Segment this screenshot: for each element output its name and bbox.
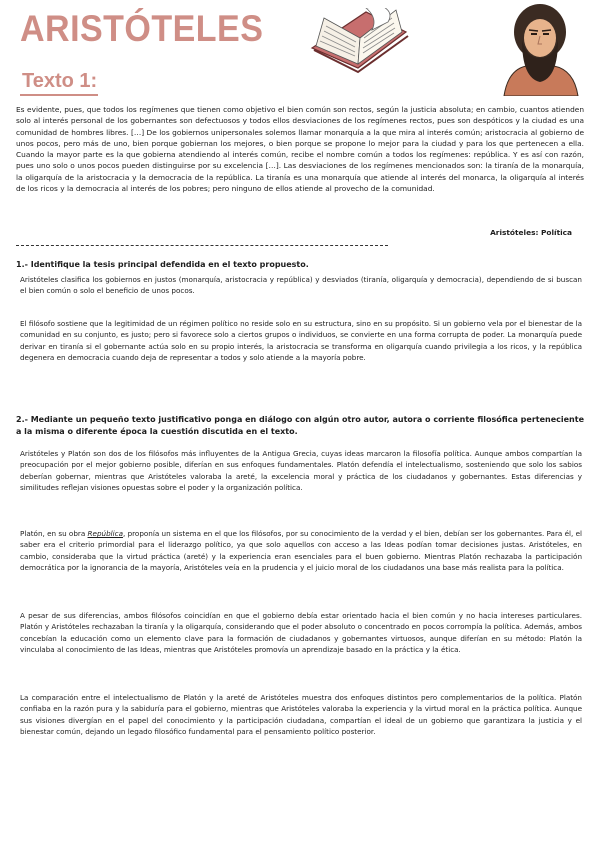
dashed-divider (16, 245, 388, 246)
question2-answer-paragraph-1: Aristóteles y Platón son dos de los filósofos más influyentes de la Antigua Grecia, cuyas ideas marcaron la filosofía política. Aunque ambos compartían la preocupación por el mejor gobierno posible, diferían en sus enfoques fundamentales. Platón defendía el intelectualismo, sosteniendo que solo los sabios deberían gobernar, mientras que Aristóteles valoraba la areté, la excelencia moral y práctica de los ciudadanos y gobernantes. Estas diferencias y similitudes reflejan visiones opuestas sobre el poder y la organización política. (20, 449, 582, 493)
paragraph-rest: , proponía un sistema en el que los filósofos, por su conocimiento de la verdad y el bien, debían ser los gobernantes. Para él, el saber era el criterio primordial para el liderazgo político, ya que solo aquellos con acceso a las Ideas podían tomar decisiones justas. Aristóteles, en cambio, consideraba que la virtud práctica (areté) y la experiencia eran esenciales para el buen gobierno. Mientras Platón rechazaba la participación democrática por la ignorancia de la mayoría, Aristóteles veía en la prudencia y el juicio moral de los ciudadanos una base más realista para la política. (20, 529, 582, 573)
question2-heading: 2.- Mediante un pequeño texto justificativo ponga en diálogo con algún otro autor, autora o corriente filosófica perteneciente a la misma o diferente época la cuestión discutida en el texto. (16, 415, 584, 436)
text1-paragraph: Es evidente, pues, que todos los regímenes que tienen como objetivo el bien común son rectos, según la justicia absoluta; en cambio, cuantos atienden solo al interés personal de los gobernantes son defectuosos y todos ellos desviaciones de los regímenes rectos, pues son despóticos y la ciudad es una comunidad de hombres libres. […] De los gobiernos unipersonales solemos llamar monarquía a la que mira al interés común; aristocracia al gobierno de unos pocos, pero más de uno, bien porque gobiernan los mejores, o bien porque se propone lo mejor para la ciudad y para los que pertenecen a ella. Cuando la mayor parte es la que gobierna atendiendo al interés común, recibe el nombre común a todos los regímenes: república. Y es así con razón, pues uno solo o unos pocos pueden distinguirse por su excelencia […]. Las desviaciones de los regímenes mencionados son: la tiranía de la monarquía, la oligarquía de la aristocracia y la democracia de la república. La tiranía es una monarquía que atiende al interés del monarca, la oligarquía al interés de los ricos y la democracia al interés de los pobres; pero ninguno de ellos atiende al provecho de la comunidad. (16, 105, 584, 194)
question2-answer-paragraph-4: La comparación entre el intelectualismo de Platón y la areté de Aristóteles muestra dos enfoques distintos pero complementarios de la política. Platón confiaba en la razón pura y la sabiduría para el gobierno, mientras que Aristóteles valoraba la experiencia y la virtud moral en la práctica política. Aunque sus visiones divergían en el papel del conocimiento y la participación ciudadana, compartían el ideal de un gobierno que garantizara la justicia y el bienestar común, dejando un legado filosófico fundamental para el pensamiento político posterior. (20, 693, 582, 737)
question1-answer-paragraph-1: Aristóteles clasifica los gobiernos en justos (monarquía, aristocracia y república) y desviados (tiranía, oligarquía y democracia), dependiendo de si buscan el bien común o solo el beneficio de unos pocos. (20, 275, 582, 296)
question1-heading: 1.- Identifique la tesis principal defendida en el texto propuesto. (16, 260, 309, 269)
question2-answer-paragraph-2 (20, 528, 582, 574)
section-subtitle: Texto 1: (22, 70, 98, 92)
aristotle-portrait-icon (498, 0, 582, 96)
page-title: ARISTÓTELES (20, 8, 264, 49)
open-book-icon (306, 8, 412, 90)
question1-answer-paragraph-2: El filósofo sostiene que la legitimidad de un régimen político no reside solo en su estructura, sino en su propósito. Si un gobierno vela por el bienestar de la comunidad en su conjunto, es justo; pero si favorece solo a ciertos grupos o individuos, se convierte en una forma corrupta de poder. La monarquía puede derivar en tiranía si el gobernante actúa solo en su propio interés, la aristocracia se transforma en oligarquía cuando privilegia a los ricos, y la república degenera en democracia cuando deja de representar a todos y solo atiende a la mayoría pobre. (20, 319, 582, 363)
question2-answer-paragraph-3: A pesar de sus diferencias, ambos filósofos coincidían en que el gobierno debía estar orientado hacia el bien común y no hacia intereses particulares. Platón y Aristóteles rechazaban la tiranía y la oligarquía, considerando que el poder absoluto o concentrado en pocos corrompía la política. Además, ambos concebían la educación como un elemento clave para la formación de ciudadanos y gobernantes virtuosos, aunque diferían en su método: Platón la vinculaba al conocimiento de las Ideas, mientras que Aristóteles promovía un aprendizaje basado en la práctica y la ética. (20, 611, 582, 655)
paragraph-lead: Platón, en su obra (20, 529, 88, 538)
text1-source: Aristóteles: Política (490, 228, 572, 237)
subtitle-underline (20, 94, 98, 96)
republica-link[interactable]: República (87, 529, 123, 538)
